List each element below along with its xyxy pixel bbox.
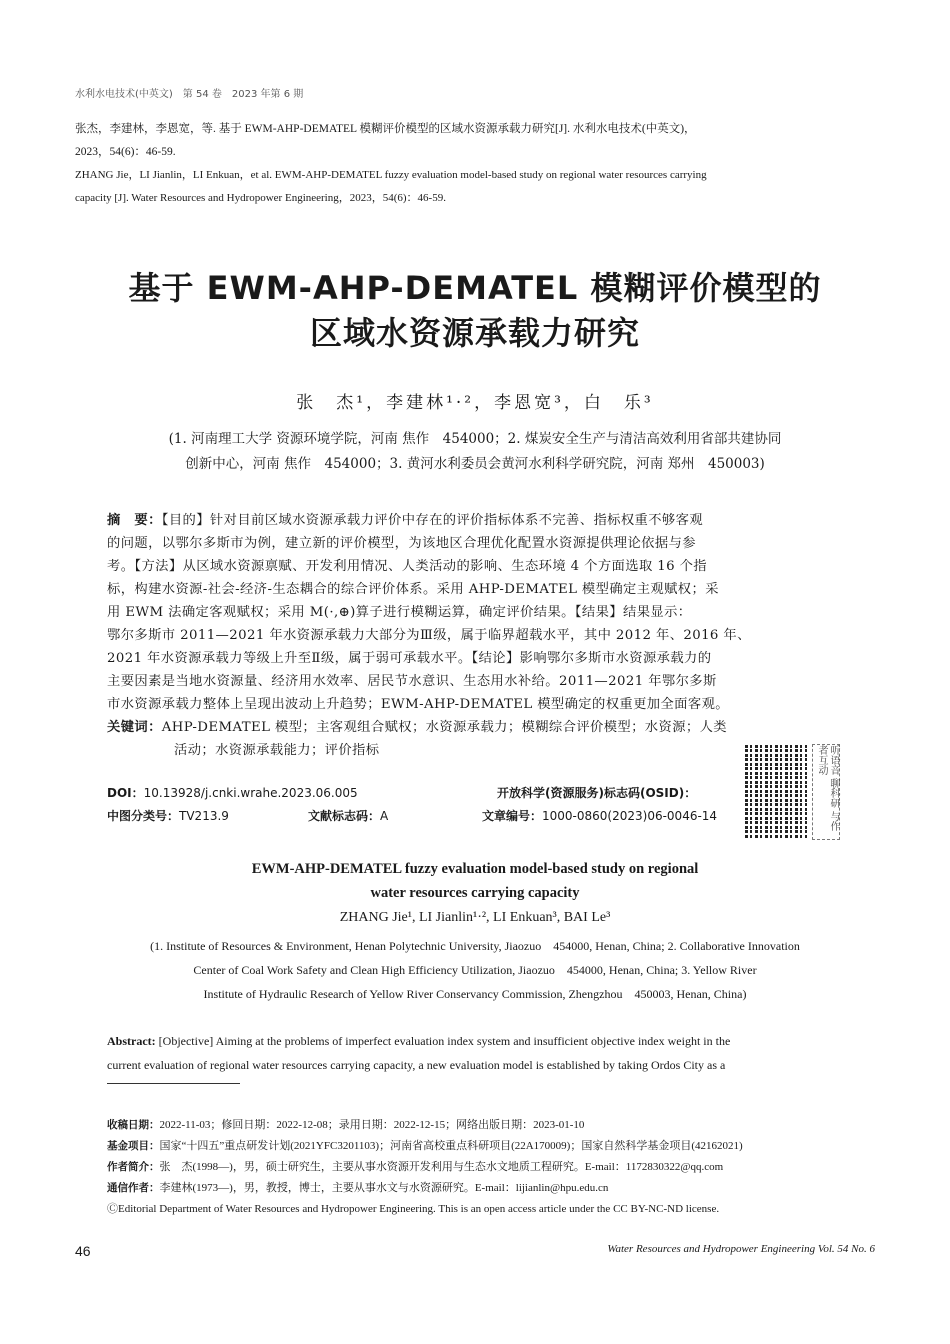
doc-code: A xyxy=(380,809,389,823)
article-number: 1000-0860(2023)06-0046-14 xyxy=(542,809,718,823)
english-affiliation: Center of Coal Work Safety and Clean High Efficiency Utilization, Jiaozuo 454000, Henan, China; 3. Yellow River xyxy=(193,963,757,977)
footnote-label: 收稿日期： xyxy=(107,1119,160,1131)
affiliation: 创新中心，河南 焦作 454000；3. 黄河水利委员会黄河水利科学研究院，河南 郑州 450003) xyxy=(185,456,765,472)
abstract-line: 市水资源承载力整体上呈现出波动上升趋势；EWM-AHP-DEMATEL 模型确定的权重更加全面客观。 xyxy=(107,697,729,712)
english-authors: ZHANG Jie¹, LI Jianlin¹·², LI Enkuan³, BAI Le³ xyxy=(339,910,611,925)
footnote-label: 基金项目： xyxy=(107,1140,160,1152)
english-affiliation: (1. Institute of Resources & Environment, Henan Polytechnic University, Jiaozuo 454000, Henan, China; 2. Collaborative Innovation xyxy=(150,939,800,953)
running-footer: Water Resources and Hydropower Engineering Vol. 54 No. 6 xyxy=(607,1243,875,1255)
license-note: ⒸEditorial Department of Water Resources and Hydropower Engineering. This is an open access article under the CC BY-NC-ND license. xyxy=(107,1203,720,1215)
citation-line: 2023，54(6)：46-59. xyxy=(75,146,176,158)
doi-label: DOI： xyxy=(107,786,144,800)
article-number-label: 文章编号： xyxy=(482,809,543,823)
abstract-line: 用 EWM 法确定客观赋权；采用 M(·,⊕)算子进行模糊运算，确定评价结果。【结果】结果显示： xyxy=(107,605,692,620)
english-title: water resources carrying capacity xyxy=(370,885,580,901)
page-number: 46 xyxy=(75,1243,91,1259)
footnote-text: 2022-11-03；修回日期：2022-12-08；录用日期：2022-12-15；网络出版日期：2023-01-10 xyxy=(159,1119,585,1131)
clc-number: TV213.9 xyxy=(179,809,229,823)
footnote-text: 李建林(1973—)，男，教授，博士，主要从事水文与水资源研究。E-mail：lijianlin@hpu.edu.cn xyxy=(159,1182,609,1194)
citation-line: 张杰，李建林，李恩宽，等. 基于 EWM-AHP-DEMATEL 模糊评价模型的区域水资源承载力研究[J]. 水利水电技术(中英文)， xyxy=(75,123,696,135)
abstract-line: 考。【方法】从区域水资源禀赋、开发利用情况、人类活动的影响、生态环境 4 个方面选取 16 个指 xyxy=(107,559,708,574)
running-header: 水利水电技术(中英文) 第 54 卷 2023 年第 6 期 xyxy=(75,89,304,100)
qr-caption: 听语音 聊科研 与作者互动 xyxy=(812,744,840,840)
doi[interactable]: 10.13928/j.cnki.wrahe.2023.06.005 xyxy=(143,786,358,800)
keywords-line: AHP-DEMATEL 模型；主客观组合赋权；水资源承载力；模糊综合评价模型；水资源；人类 xyxy=(161,720,727,735)
page-title: 区域水资源承载力研究 xyxy=(309,314,640,352)
osid-label: 开放科学(资源服务)标志码(OSID)： xyxy=(497,786,697,800)
keywords-label: 关键词： xyxy=(107,720,162,735)
qr-code[interactable] xyxy=(745,744,807,838)
footnote-divider xyxy=(107,1083,240,1084)
clc-label: 中图分类号： xyxy=(107,809,180,823)
abstract-line: 的问题，以鄂尔多斯市为例，建立新的评价模型，为该地区合理优化配置水资源提供理论依据与参 xyxy=(107,536,696,551)
keywords-line: 活动；水资源承载能力；评价指标 xyxy=(174,743,380,758)
page-title: 基于 EWM-AHP-DEMATEL 模糊评价模型的 xyxy=(128,269,822,307)
doc-code-label: 文献标志码： xyxy=(308,809,381,823)
english-title: EWM-AHP-DEMATEL fuzzy evaluation model-based study on regional xyxy=(251,861,699,877)
affiliation: (1. 河南理工大学 资源环境学院，河南 焦作 454000；2. 煤炭安全生产与清洁高效利用省部共建协同 xyxy=(168,431,782,447)
abstract-label: 摘 要： xyxy=(107,513,162,528)
english-abstract-label: Abstract: xyxy=(107,1034,156,1048)
citation-line: capacity [J]. Water Resources and Hydropower Engineering，2023，54(6)：46-59. xyxy=(75,192,446,204)
english-abstract-line: current evaluation of regional water resources carrying capacity, a new evaluation model is established by taking Ordos City as a xyxy=(107,1058,726,1072)
abstract-line: 【目的】针对目前区域水资源承载力评价中存在的评价指标体系不完善、指标权重不够客观 xyxy=(161,513,704,528)
authors: 张 杰¹，李建林¹·²，李恩宽³，白 乐³ xyxy=(296,393,654,413)
footnote-label: 通信作者： xyxy=(107,1182,160,1194)
english-abstract-line: [Objective] Aiming at the problems of imperfect evaluation index system and insufficient objective index weight in the xyxy=(158,1034,731,1048)
footnote-text: 张 杰(1998—)，男，硕士研究生，主要从事水资源开发利用与生态水文地质工程研究。E-mail：1172830322@qq.com xyxy=(159,1161,724,1173)
citation-line: ZHANG Jie，LI Jianlin，LI Enkuan，et al. EWM-AHP-DEMATEL fuzzy evaluation model-based study on regional water resources carrying xyxy=(75,169,707,181)
abstract-line: 2021 年水资源承载力等级上升至Ⅱ级，属于弱可承载水平。【结论】影响鄂尔多斯市水资源承载力的 xyxy=(107,651,712,666)
abstract-line: 鄂尔多斯市 2011—2021 年水资源承载力大部分为Ⅲ级，属于临界超载水平，其中 2012 年、2016 年、 xyxy=(107,628,751,643)
footnote-text: 国家“十四五”重点研发计划(2021YFC3201103)；河南省高校重点科研项目(22A170009)；国家自然科学基金项目(42162021) xyxy=(159,1140,743,1152)
abstract-line: 主要因素是当地水资源量、经济用水效率、居民节水意识、生态用水补给。2011—2021 年鄂尔多斯 xyxy=(107,674,717,689)
english-affiliation: Institute of Hydraulic Research of Yellow River Conservancy Commission, Zhengzhou 450003, Henan, China) xyxy=(203,987,747,1001)
footnote-label: 作者简介： xyxy=(107,1161,160,1173)
abstract-line: 标，构建水资源-社会-经济-生态耦合的综合评价体系。采用 AHP-DEMATEL 模型确定主观赋权；采 xyxy=(107,582,719,597)
